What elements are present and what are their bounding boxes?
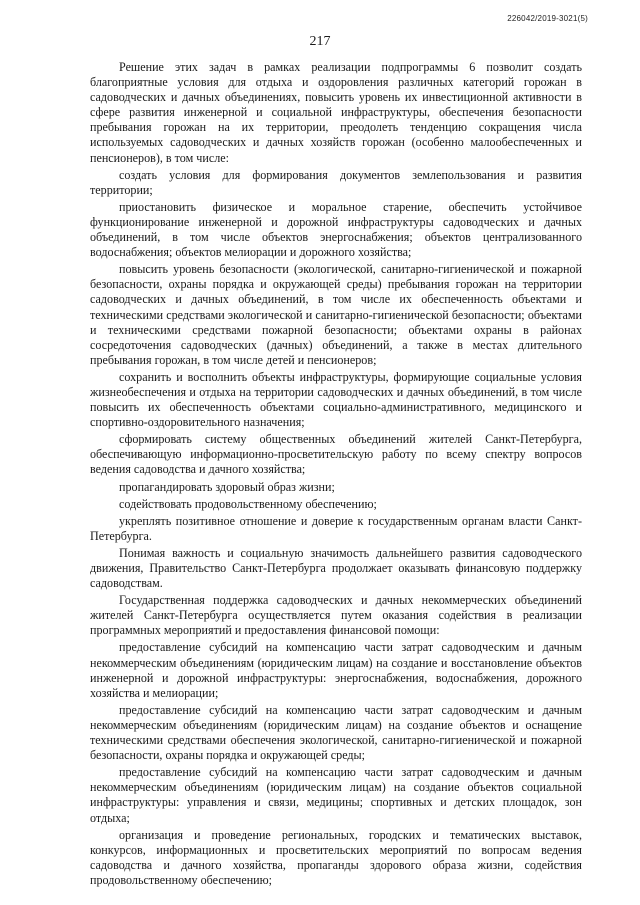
- list-item-subsidy-safety: предоставление субсидий на компенсацию части затрат садоводческим и дачным некоммерческим объединениям (юридическим лицам) на создание объектов и оснащение техническими средствами обеспечения экологической, санитарно-гигиенической и пожарной безопасности, охраны порядка и окружающей среды;: [90, 702, 582, 763]
- list-item-infrastructure: приостановить физическое и моральное старение, обеспечить устойчивое функционирование инженерной и дорожной инфраструктуры садоводческих и дачных объединений, в том числе объектов энергоснабжения; объектов централизованного водоснабжения; объектов мелиорации и дорожного хозяйства;: [90, 199, 582, 260]
- list-item-social-objects: сохранить и восполнить объекты инфраструктуры, формирующие социальные условия жизнеобеспечения и отдыха на территории садоводческих и дачных объединений, в том числе повысить их обеспеченность объектами социально-административного, медицинского и спортивно-оздоровительного назначения;: [90, 369, 582, 430]
- list-item-land-use: создать условия для формирования документов землепользования и развития территории;: [90, 167, 582, 197]
- list-item-healthy-lifestyle: пропагандировать здоровый образ жизни;: [119, 479, 335, 494]
- list-item-subsidy-social: предоставление субсидий на компенсацию части затрат садоводческим и дачным некоммерческим объединениям (юридическим лицам) на создание объектов социальной инфраструктуры: управления и связи, медицины; спортивных и детских площадок, зон отдыха;: [90, 765, 582, 825]
- list-item-subsidy-engineering: предоставление субсидий на компенсацию части затрат садоводческим и дачным некоммерческим объединениям (юридическим лицам) на создание и восстановление объектов инженерной и дорожной инфраструктуры: энергоснабжения, водоснабжения, дорожного хозяйства и мелиорации;: [90, 640, 582, 700]
- list-item-trust: укреплять позитивное отношение и доверие к государственным органам власти Санкт-Петербурга.: [90, 513, 582, 543]
- document-id: 226042/2019-3021(5): [507, 14, 588, 23]
- paragraph-government-support: Понимая важность и социальную значимость дальнейшего развития садоводческого движения, Правительство Санкт-Петербурга продолжает оказывать финансовую поддержку садоводствам.: [90, 545, 582, 591]
- paragraph-state-support: Государственная поддержка садоводческих и дачных некоммерческих объединений жителей Санкт-Петербурга осуществляется путем оказания содействия в реализации программных мероприятий и предоставления финансовой помощи:: [90, 593, 582, 638]
- document-body: [90, 60, 582, 888]
- paragraph-intro: Решение этих задач в рамках реализации подпрограммы 6 позволит создать благоприятные условия для отдыха и оздоровления различных категорий горожан в садоводческих и дачных объединениях, повысить уровень их инвестиционной активности в сфере развития инженерной и социальной инфраструктуры, обеспечения безопасности пребывания горожан на их территории, преодолеть тенденцию сокращения числа используемых садоводческих и дачных хозяйств горожан (особенно малообеспеченных и пенсионеров), в том числе:: [90, 60, 582, 165]
- list-item-safety: повысить уровень безопасности (экологической, санитарно-гигиенической и пожарной безопасности, охраны порядка и окружающей среды) пребывания горожан на территории садоводческих и дачных объединений, в том числе их обеспеченность объектами и техническими средствами экологической и санитарно-гигиенической безопасности; объектами и техническими средствами пожарной безопасности; объектами охраны в районах сосредоточения садоводческих (дачных) объединений, а также в местах длительного пребывания горожан, в том числе детей и пенсионеров;: [90, 262, 582, 367]
- list-item-exhibitions: организация и проведение региональных, городских и тематических выставок, конкурсов, информационных и просветительских мероприятий по вопросам ведения садоводства и дачного хозяйства, пропаганды здорового образа жизни, содействия продовольственному обеспечению;: [90, 827, 582, 887]
- list-item-food-supply: содействовать продовольственному обеспечению;: [119, 496, 377, 511]
- page-number: 217: [309, 34, 331, 49]
- list-item-public-associations: сформировать систему общественных объединений жителей Санкт-Петербурга, обеспечивающую информационно-просветительскую работу по всему спектру вопросов ведения садоводства и дачного хозяйства;: [90, 432, 582, 477]
